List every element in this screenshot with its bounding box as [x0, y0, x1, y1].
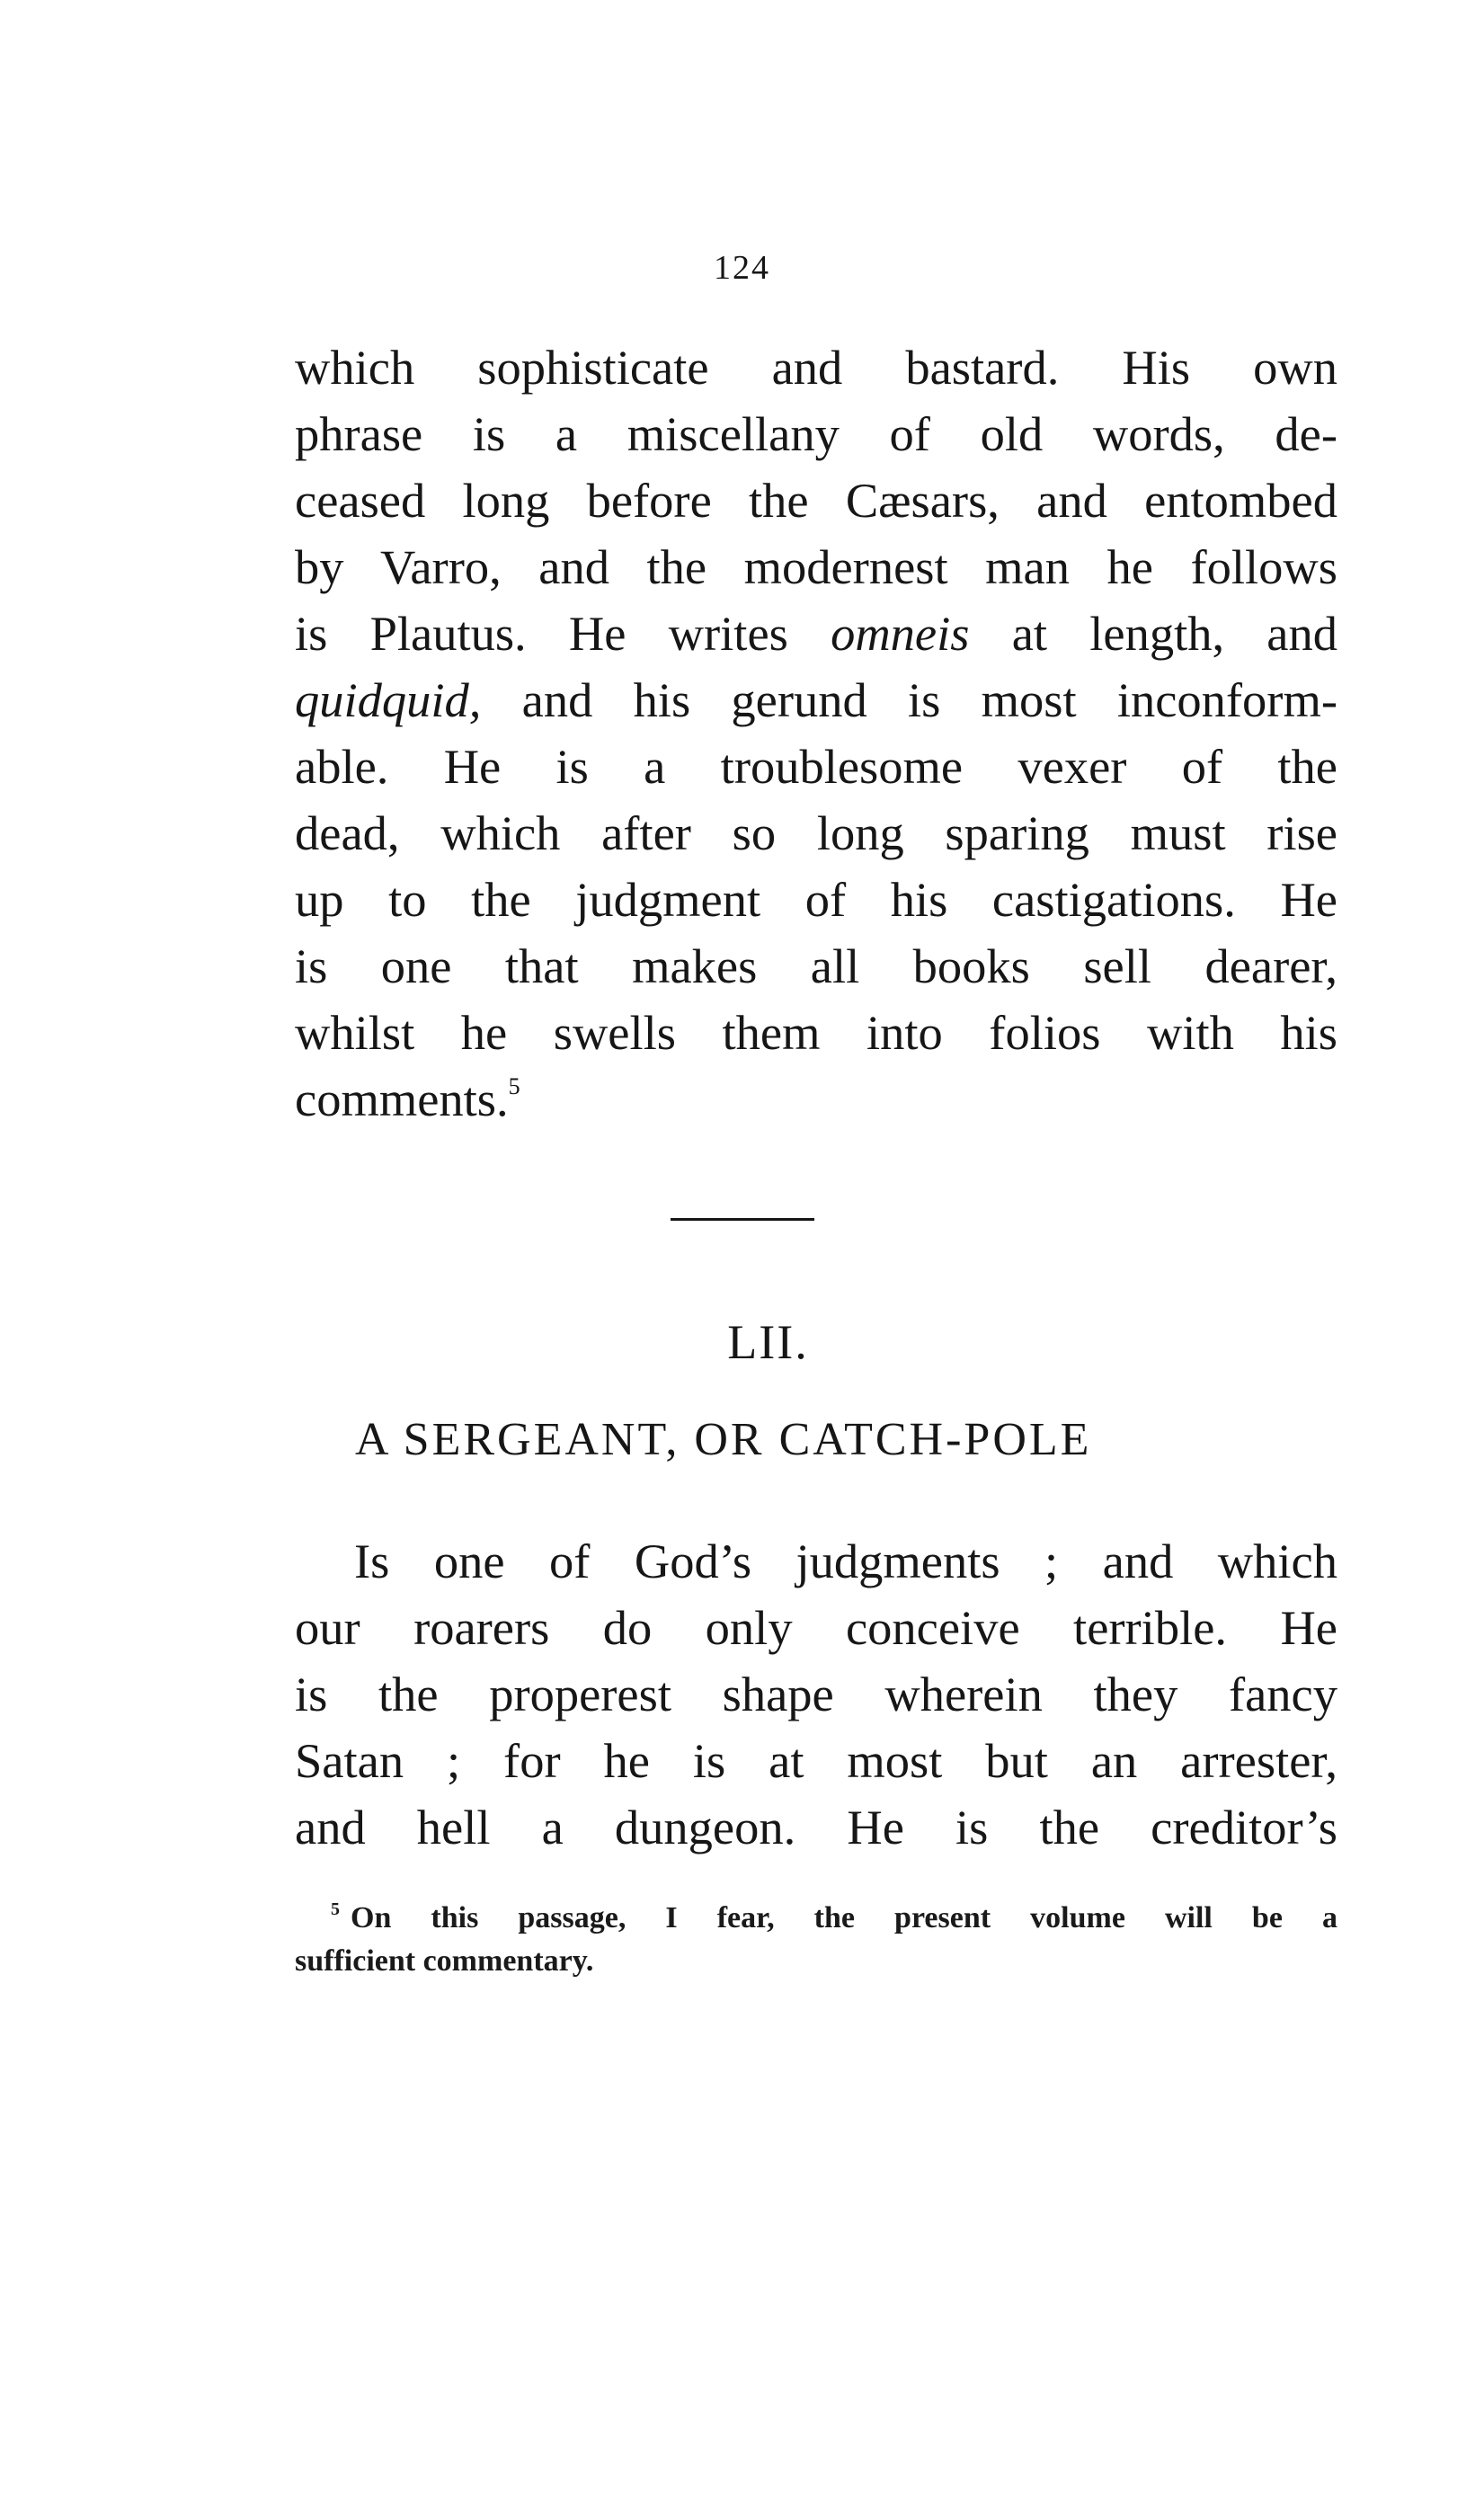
paragraph-continued	[295, 334, 1337, 1133]
footnote-line	[295, 1897, 1337, 1940]
section-title: A SERGEANT, OR CATCH-POLE	[355, 1414, 1092, 1465]
paragraph-section-start	[295, 1528, 1337, 1861]
footnote-line: sufficient commentary.	[295, 1944, 594, 1978]
text-line: is one that makes all books sell dearer,	[295, 938, 1337, 993]
text-line: by Varro, and the modernest man he follows	[295, 539, 1337, 594]
text-line: our roarers do only conceive terrible. He	[295, 1600, 1337, 1655]
footnote-mark: 5	[331, 1899, 340, 1919]
text-line	[295, 1066, 1337, 1133]
section-number: LII.	[727, 1315, 809, 1369]
text-line: Is one of God’s judgments ; and which	[354, 1534, 1337, 1588]
section-divider	[671, 1218, 814, 1221]
text-line: able. He is a troublesome vexer of the	[295, 739, 1337, 794]
text-line: whilst he swells them into folios with his	[295, 1005, 1337, 1060]
text-segment: and his gerund is most inconform-	[481, 672, 1337, 727]
text-line	[295, 667, 1337, 734]
italic-word: omneis	[831, 606, 970, 661]
text-line: Satan ; for he is at most but an arrester,	[295, 1733, 1337, 1788]
italic-word: quidquid,	[295, 672, 482, 727]
text-line: dead, which after so long sparing must rise	[295, 805, 1337, 860]
footnote-text: On this passage, I fear, the present volume will be a	[351, 1901, 1337, 1934]
text-line: ceased long before the Cæsars, and entombed	[295, 473, 1337, 528]
footnote	[295, 1897, 1337, 1983]
text-segment: comments.	[295, 1072, 509, 1126]
text-line: which sophisticate and bastard. His own	[295, 340, 1337, 395]
footnote-reference: 5	[508, 1073, 520, 1099]
text-segment: is Plautus. He writes	[295, 606, 831, 661]
text-line: up to the judgment of his castigations. He	[295, 872, 1337, 927]
text-line	[295, 600, 1337, 667]
page-number: 124	[714, 249, 770, 287]
text-line: is the properest shape wherein they fancy	[295, 1667, 1337, 1721]
text-line: and hell a dungeon. He is the creditor’s	[295, 1800, 1337, 1854]
text-line: phrase is a miscellany of old words, de-	[295, 406, 1337, 461]
text-segment: at length, and	[969, 606, 1337, 661]
